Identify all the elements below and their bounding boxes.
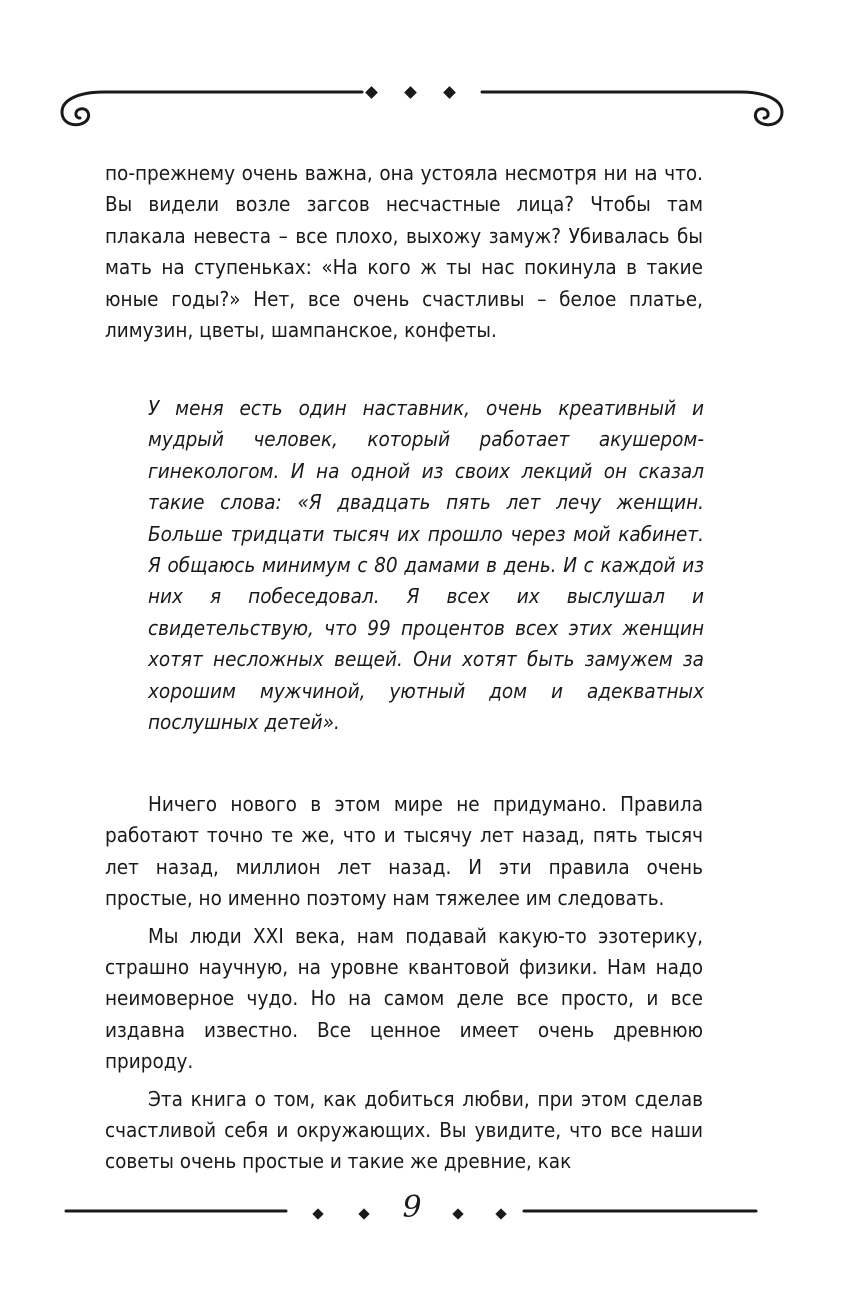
header-dot-center — [404, 86, 417, 99]
bottom-paragraphs-block — [105, 789, 703, 1178]
header-ornament — [0, 0, 844, 150]
paragraph-1: Ничего нового в этом мире не придумано. Правила работают точно те же, что и тысячу лет назад, пять тысяч лет назад, миллион лет назад. И эти правила очень простые, но именно поэтому нам тяжелее им следовать. — [105, 792, 703, 911]
top-paragraph-block — [105, 158, 703, 346]
quote-block: У меня есть один наставник, очень креативный и мудрый человек, который работает акушером-гинекологом. И на одной из своих лекций он сказал такие слова: «Я двадцать пять лет лечу женщин. Больше тридцати тысяч их прошло через мой кабинет. Я общаюсь минимум с 80 дамами в день. И с каждой из них я побеседовал. Я всех их выслушал и свидетельствую, что 99 процентов всех этих женщин хотят несложных вещей. Они хотят быть замужем за хорошим мужчиной, уютный дом и адекватных послушных детей». — [148, 396, 704, 735]
footer-dot-2 — [358, 1208, 369, 1219]
header-right-rule — [482, 92, 782, 125]
footer-dot-4 — [495, 1208, 506, 1219]
page-number: 9 — [402, 1190, 422, 1225]
paragraph-top: по-прежнему очень важна, она устояла несмотря ни на что. Вы видели возле загсов несчастные лица? Чтобы там плакала невеста – все плохо, выхожу замуж? Убивалась бы мать на ступеньках: «На кого ж ты нас покинула в такие юные годы?» Нет, все очень счастливы – белое платье, лимузин, цветы, шампанское, конфеты. — [105, 161, 703, 343]
paragraph-3: Эта книга о том, как добиться любви, при этом сделав счастливой себя и окружающих. Вы увидите, что все наши советы очень простые и такие же древние, как — [105, 1086, 703, 1174]
header-dot-left — [365, 86, 378, 99]
header-left-rule — [62, 92, 362, 125]
header-dot-right — [443, 86, 456, 99]
paragraph-2: Мы люди XXI века, нам подавай какую-то эзотерику, страшно научную, на уровне квантовой физики. Нам надо неимоверное чудо. Но на самом деле все просто, и все издавна известно. Все ценное имеет очень древнюю природу. — [105, 923, 703, 1074]
footer-dot-1 — [312, 1208, 323, 1219]
footer-dot-3 — [452, 1208, 463, 1219]
